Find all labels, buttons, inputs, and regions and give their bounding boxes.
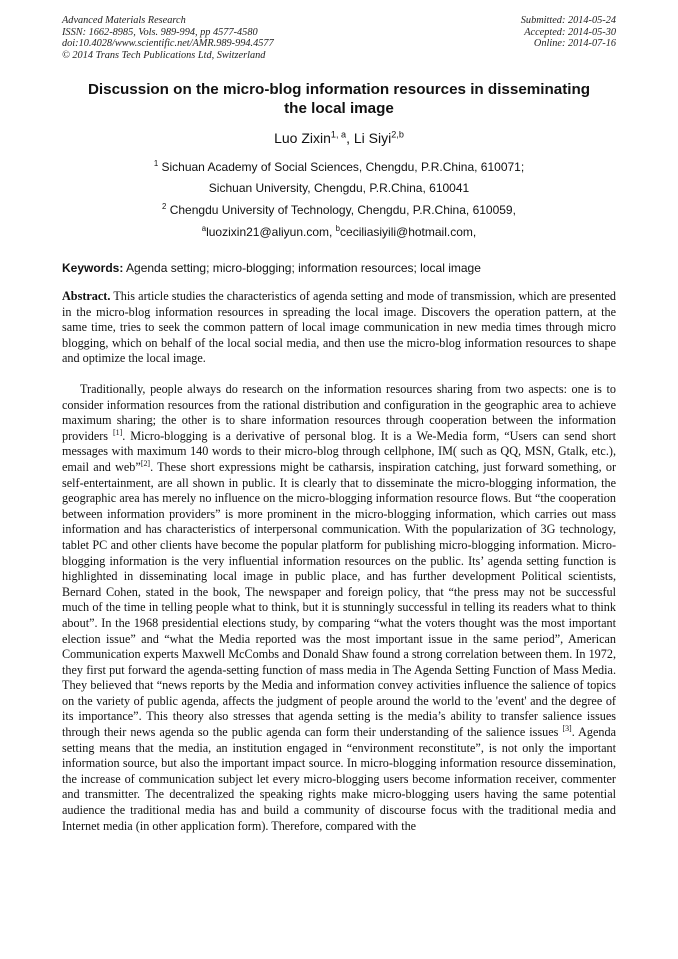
email-line (62, 225, 616, 239)
author-2-name: Li Siyi (353, 130, 392, 146)
header-right (521, 15, 616, 50)
body-text-2: . Micro-blogging is a derivative of personal blog. It is a We-Media form, “Users can send short messages with maximum 140 words to their micro-blog through cellphone, IM( such as QQ, MSN, Gtalk, etc.), email and web” (62, 428, 616, 474)
affiliation-2-mark: 2 (162, 202, 167, 211)
submitted-date: Submitted: 2014-05-24 (520, 15, 616, 26)
affiliation-2 (62, 203, 616, 217)
online-date: Online: 2014-07-16 (533, 38, 616, 49)
email-b-mark: b (335, 224, 341, 233)
abstract-text: This article studies the characteristics of agenda setting and mode of transmission, which are presented in the micro-blog information resources in spreading the local image. Discovers the operation pattern, at the same time, tries to seek the common pattern of local image communication in new media times through micro blogging, which on behalf of the local social media, and then use the micro-blog information resources to shape and optimize the local image. (62, 289, 616, 366)
body-text-4: . Agenda setting means that the media, an institution engaged in “environment reconstitute”, is not only the important information source, but also the important impact source. In micro-blogging information resource dissemination, the increase of communication subject let every micro-blogging users become information receiver, commenter and transmitter. The decentralized the speaking rights make micro-blogging users having the same potential audience the traditional media has and build a community of discourse focus with the traditional media and Internet media (in other application form). Therefore, compared with the (62, 725, 616, 833)
affiliation-1 (62, 160, 616, 174)
title-line-2: the local image (284, 100, 394, 117)
author-1-name: Luo Zixin (274, 130, 331, 146)
email-a: luozixin21@aliyun.com (206, 225, 329, 239)
issn-line: ISSN: 1662-8985, Vols. 989-994, pp 4577-4580 (62, 26, 258, 38)
abstract-label: Abstract. (62, 289, 111, 303)
doi-line: doi:10.4028/www.scientific.net/AMR.989-994.4577 (62, 38, 274, 49)
copyright-line: © 2014 Trans Tech Publications Ltd, Switzerland (62, 49, 266, 61)
author-2-affiliation-mark: 2,b (391, 129, 404, 140)
keywords-label: Keywords: (62, 261, 124, 275)
affiliation-1-line-2: Sichuan University, Chengdu, P.R.China, 610041 (208, 181, 470, 195)
keywords-line (62, 261, 616, 275)
journal-name: Advanced Materials Research (62, 15, 186, 26)
accepted-date: Accepted: 2014-05-30 (524, 26, 616, 38)
email-separator: , (329, 225, 336, 239)
email-b: ceciliasiyili@hotmail.com, (340, 225, 477, 239)
author-1-affiliation-mark: 1, a (330, 129, 347, 140)
affiliation-1-mark: 1 (153, 159, 159, 168)
title-line-1: Discussion on the micro-blog information resources in disseminating (87, 81, 591, 98)
email-a-mark: a (201, 224, 207, 233)
author-line (62, 130, 616, 146)
abstract-paragraph (62, 289, 616, 367)
body-text-1: Traditionally, people always do research on the information resources sharing from two aspects: one is to consider information resources from the rational distribution and configuration in the geographic area to achieve maximum sharing; the other is to share information resources through cooperation between the information providers (62, 382, 616, 443)
citation-1: [1] (113, 427, 123, 437)
citation-2: [2] (140, 458, 151, 468)
body-text-3: . These short expressions might be catharsis, inspiration catching, just forward something, or self-entertainment, are all shown in public. It is clearly that to disseminate the micro-blogging information, the geographic area has merely no influence on the micro-blogging information resource flows. But “the cooperation between information providers” is more prominent in the micro-blogging information, which carries out mass information and has characteristics of interpersonal communication. With the popularization of 3G technology, tablet PC and other clients have become the popular platform for publishing micro-blogging information. Micro-blogging information is the very influential information resources on the public. Its’ agenda setting function is highlighted in disseminating local image in public place, and has further development Political scientists, Bernard Cohen, stated in the book, The newspaper and foreign policy, that “the press may not be successful much of the time in telling people what to think, but it is stunningly successful in telling its readers what to think about”. In the 1968 presidential elections study, by comparing “what the voters thought was the most important election issue” and “what the Media reported was the most important issue in the same period”, American Communication experts Maxwell McCombs and Donald Shaw found a strong correlation between them. In 1972, they first put forward the agenda-setting function of mass media in The Agenda Setting Function of Mass Media. They believed that “news reports by the Media and information convey activities influence the salience of topics on the variety of public agenda, affects the judgment of people around the world to the 'event' and the degree of its importance”. This theory also stresses that agenda setting is the media’s ability to transfer salience issues through their news agenda so the public agenda can form their understanding of the salience issues (62, 459, 616, 740)
paper-title (62, 80, 616, 118)
citation-3: [3] (562, 724, 572, 733)
body-paragraph (62, 382, 616, 834)
affiliation-1-text: Sichuan Academy of Social Sciences, Chengdu, P.R.China, 610071; (158, 160, 525, 174)
header-left (62, 15, 274, 61)
affiliation-2-text: Chengdu University of Technology, Chengdu, P.R.China, 610059, (166, 203, 516, 217)
author-separator: , (346, 130, 354, 146)
keywords-text: Agenda setting; micro-blogging; information resources; local image (123, 261, 481, 275)
